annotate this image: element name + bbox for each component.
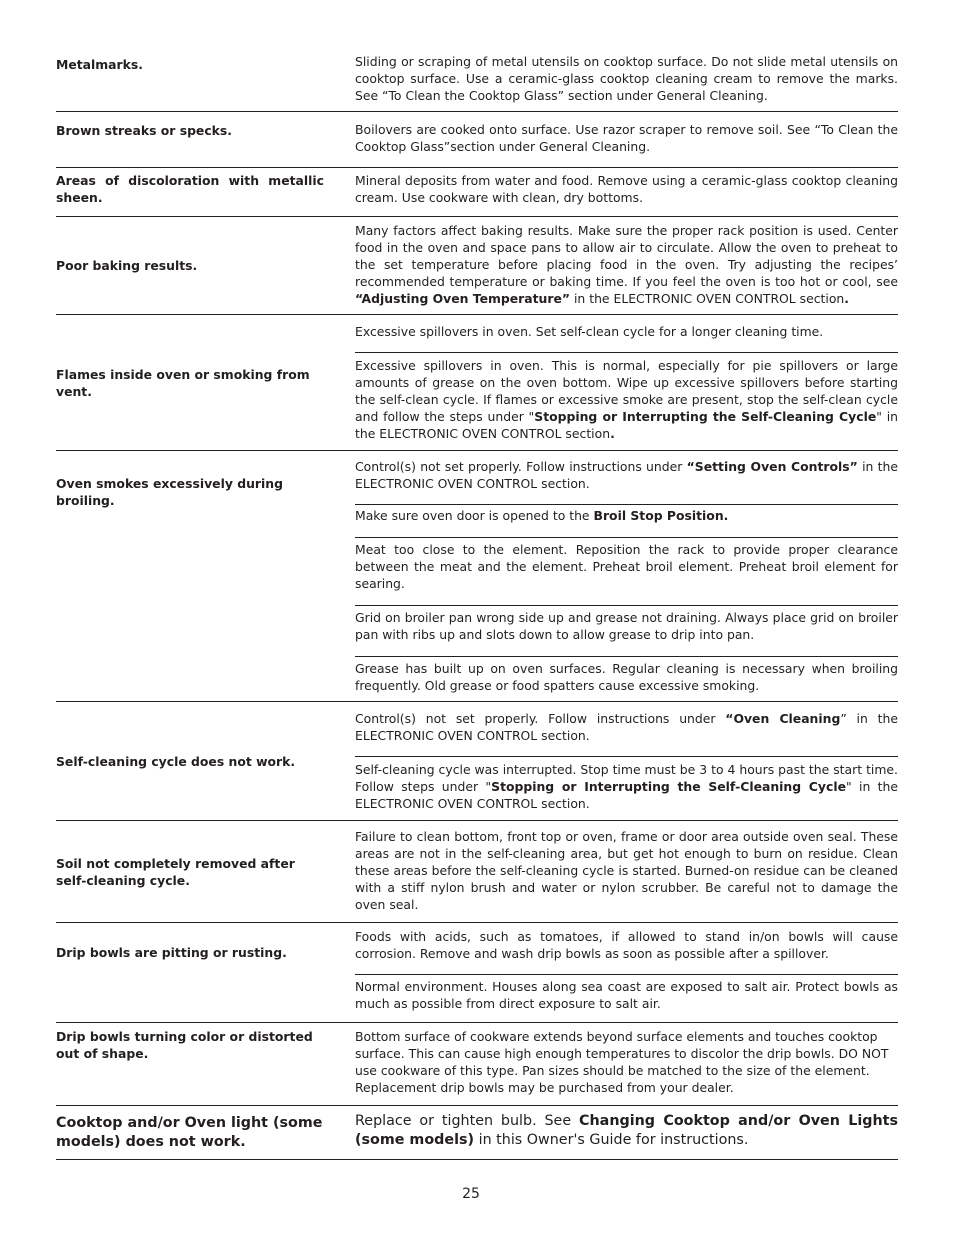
solutions-column	[355, 451, 898, 701]
text-run: Sliding or scraping of metal utensils on cooktop surface. Do not slide metal utensils on cooktop surface. Use a ceramic-glass cooktop cleaning cream to remove the marks. See “To Clean the Cooktop Glass” section under General Cleaning.	[355, 54, 898, 103]
solution-text	[355, 168, 898, 216]
solution-text	[355, 974, 898, 1022]
troubleshooting-table	[56, 46, 898, 1160]
solutions-column	[355, 46, 898, 111]
solution-text	[355, 702, 898, 756]
text-run: Excessive spillovers in oven. Set self-clean cycle for a longer cleaning time.	[355, 324, 824, 339]
solution-text	[355, 217, 898, 314]
text-run: Control(s) not set properly. Follow instructions under	[355, 459, 687, 474]
problem-label: Brown streaks or specks.	[56, 123, 233, 138]
text-run: " in the ELECTRONIC OVEN CONTROL section.	[355, 779, 898, 811]
text-run: Control(s) not set properly. Follow instructions under	[355, 711, 726, 726]
solution-text	[355, 451, 898, 504]
text-run: Self-cleaning cycle was interrupted. Stop time must be 3 to 4 hours past the start time. Follow steps under "	[355, 762, 898, 794]
problem-label: Oven smokes excessively during broiling.	[56, 476, 283, 508]
table-row	[56, 1023, 898, 1106]
problem-label: Drip bowls are pitting or rusting.	[56, 945, 287, 960]
text-run: Grease has built up on oven surfaces. Regular cleaning is necessary when broiling frequently. Old grease or food spatters cause excessive smoking.	[355, 661, 898, 693]
problem-label: Drip bowls turning color or distorted out of shape.	[56, 1029, 313, 1061]
text-run: Replace or tighten bulb. See	[355, 1113, 579, 1129]
table-row	[56, 46, 898, 112]
table-row	[56, 923, 898, 1023]
emphasized-text: .	[610, 426, 615, 441]
emphasized-text: Broil Stop Position.	[593, 508, 729, 523]
problem-label: Self-cleaning cycle does not work.	[56, 753, 296, 769]
text-run: ” in the ELECTRONIC OVEN CONTROL section.	[355, 711, 898, 743]
problem-label: Cooktop and/or Oven light (some models) does not work.	[56, 1115, 323, 1150]
text-run: Normal environment. Houses along sea coast are exposed to salt air. Protect bowls as much as possible from direct exposure to salt air.	[355, 979, 898, 1011]
text-run: in this Owner's Guide for instructions.	[474, 1132, 749, 1148]
solutions-column	[355, 702, 898, 820]
text-run: " in the ELECTRONIC OVEN CONTROL section	[355, 409, 898, 441]
text-run: Meat too close to the element. Reposition the rack to provide proper clearance between the meat and the element. Preheat broil element. Preheat broil element for searing.	[355, 542, 898, 591]
table-row	[56, 315, 898, 451]
emphasized-text: Stopping or Interrupting the Self-Cleaning Cycle	[491, 779, 846, 794]
solution-text	[355, 112, 898, 167]
solution-text	[355, 352, 898, 450]
solutions-column	[355, 112, 898, 167]
table-row	[56, 451, 898, 702]
emphasized-text: Stopping or Interrupting the Self-Cleaning Cycle	[534, 409, 877, 424]
text-run: Mineral deposits from water and food. Remove using a ceramic-glass cooktop cleaning cream. Use cookware with clean, dry bottoms.	[355, 173, 898, 205]
problem-label: Poor baking results.	[56, 258, 198, 273]
emphasized-text: “Oven Cleaning	[725, 711, 841, 726]
solution-text	[355, 821, 898, 922]
solution-text	[355, 1106, 898, 1159]
solutions-column	[355, 821, 898, 922]
text-run: Grid on broiler pan wrong side up and grease not draining. Always place grid on broiler pan with ribs up and slots down to allow grease to drip into pan.	[355, 610, 898, 642]
problem-label: Areas of discoloration with metallic sheen.	[56, 173, 324, 205]
solution-text	[355, 504, 898, 537]
page-number: 25	[462, 1186, 480, 1202]
emphasized-text: “Adjusting Oven Temperature”	[355, 291, 571, 306]
solutions-column	[355, 923, 898, 1022]
solution-text	[355, 1023, 898, 1105]
solution-text	[355, 656, 898, 701]
table-row	[56, 1106, 898, 1160]
table-row	[56, 821, 898, 923]
solution-text	[355, 46, 898, 111]
solutions-column	[355, 217, 898, 314]
emphasized-text: “Setting Oven Controls”	[686, 459, 858, 474]
problem-label: Metalmarks.	[56, 57, 143, 72]
text-run: Boilovers are cooked onto surface. Use razor scraper to remove soil. See “To Clean the Cooktop Glass”section under General Cleaning.	[355, 122, 898, 154]
solution-text	[355, 923, 898, 974]
text-run: in the ELECTRONIC OVEN CONTROL section	[570, 291, 845, 306]
table-row	[56, 112, 898, 168]
text-run: Many factors affect baking results. Make sure the proper rack position is used. Center food in the oven and space pans to allow air to circulate. Allow the oven to preheat to the set temperature before placing food in the oven. Try adjusting the recipes’ recommended temperature or baking time. If you feel the oven is too hot or cool, see	[355, 223, 898, 289]
text-run: Make sure oven door is opened to the	[355, 508, 594, 523]
table-row	[56, 217, 898, 315]
table-row	[56, 702, 898, 821]
text-run: in the ELECTRONIC OVEN CONTROL section.	[355, 459, 898, 491]
solution-text	[355, 537, 898, 605]
solutions-column	[355, 315, 898, 450]
solution-text	[355, 315, 898, 352]
solutions-column	[355, 1023, 898, 1105]
emphasized-text: .	[844, 291, 849, 306]
problem-label: Flames inside oven or smoking from vent.	[56, 366, 310, 399]
solution-text	[355, 605, 898, 656]
text-run: Foods with acids, such as tomatoes, if allowed to stand in/on bowls will cause corrosion. Remove and wash drip bowls as soon as possible after a spillover.	[355, 929, 898, 961]
solution-text	[355, 756, 898, 820]
problem-label: Soil not completely removed after self-cleaning cycle.	[56, 855, 295, 888]
solutions-column	[355, 1106, 898, 1159]
text-run: Failure to clean bottom, front top or oven, frame or door area outside oven seal. These areas are not in the self-cleaning area, but get hot enough to burn on residue. Clean these areas before the self-cleaning cycle is started. Burned-on residue can be cleaned with a stiff nylon brush and water or nylon scrubber. Be careful not to damage the oven seal.	[355, 829, 898, 912]
table-row	[56, 168, 898, 217]
emphasized-text: Changing Cooktop and/or Oven Lights (some models)	[355, 1113, 898, 1148]
text-run: Bottom surface of cookware extends beyond surface elements and touches cooktop surface. This can cause high enough temperatures to discolor the drip bowls. DO NOT use cookware of this type. Pan sizes should be matched to the size of the element. Replacement drip bowls may be purchased from your dealer.	[355, 1029, 889, 1095]
text-run: Excessive spillovers in oven. This is normal, especially for pie spillovers or large amounts of grease on the oven bottom. Wipe up excessive spillovers before starting the self-clean cycle. If flames or excessive smoke are present, stop the self-clean cycle and follow the steps under "	[355, 358, 898, 424]
solutions-column	[355, 168, 898, 216]
